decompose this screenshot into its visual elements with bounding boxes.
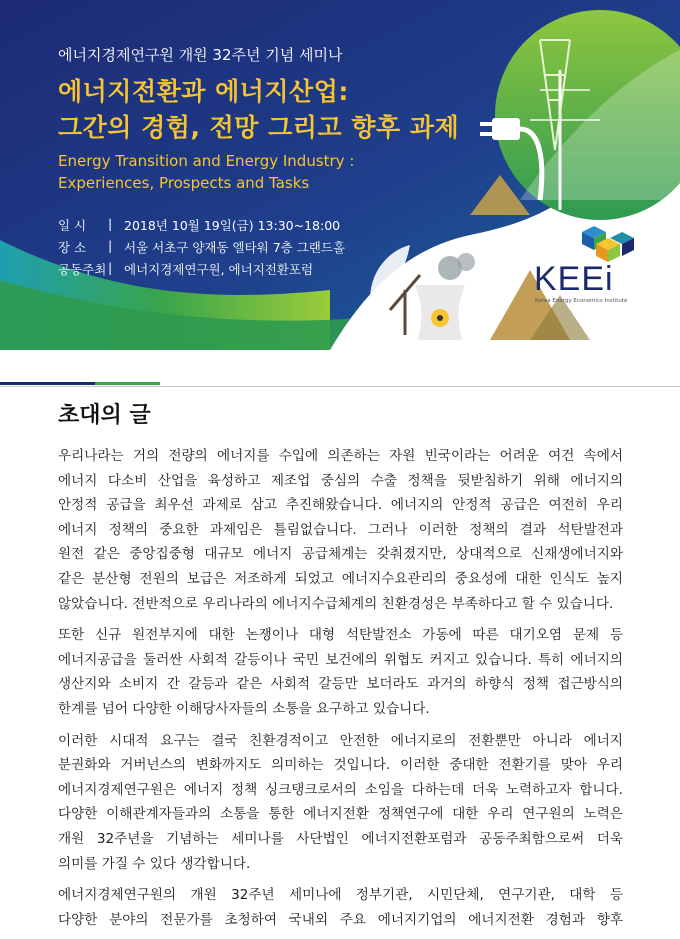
english-title-line1: Energy Transition and Energy Industry :	[58, 152, 355, 170]
text-line: 다양한 분야의 전문가를 초청하여 국내외 주요 에너지기업의 에너지전환 경험과 향후	[58, 911, 623, 928]
text-line: 우리나라는 거의 전량의 에너지를 수입에 의존하는 자원 빈국이라는 어려운 여건 속에서	[58, 448, 623, 464]
seminar-subtitle: 에너지경제연구원 개원 32주년 기념 세미나	[58, 46, 343, 64]
text-line: 안정적 공급을 최우선 과제로 삼고 추진해왔습니다. 에너지의 안정적 공급은 여전히 우리	[58, 497, 623, 514]
info-separator: |	[108, 216, 113, 231]
info-row-datetime	[58, 216, 340, 234]
keei-logo-subtext: Korea Energy Economics Institute	[535, 298, 628, 304]
text-line: 같은 분산형 전원의 보급은 저조하게 되었고 에너지수요관리의 중요성에 대한 인식도 높지	[58, 570, 623, 587]
seminar-title-line1: 에너지전환과 에너지산업:	[58, 77, 349, 106]
info-row-venue	[58, 238, 345, 256]
paragraph	[58, 729, 623, 877]
text-line: 에너지경제연구원의 개원 32주년 세미나에 정부기관, 시민단체, 연구기관, 대학 등	[58, 887, 623, 904]
text-line: 않았습니다. 전반적으로 우리나라의 에너지수급체계의 친환경성은 부족하다고 할 수 있습니다.	[58, 595, 614, 612]
keei-logo-text: KEEi	[534, 260, 614, 298]
info-label: 공동주최	[58, 262, 107, 277]
info-separator: |	[108, 238, 113, 253]
text-line: 에너지경제연구원은 에너지 정책 싱크탱크로서의 소임을 다하는데 더욱 노력하고자 합니다.	[58, 781, 623, 798]
text-line: 에너지공급을 둘러싼 사회적 갈등이나 국민 보건에의 위협도 커지고 있습니다. 특히 에너지의	[58, 651, 623, 668]
info-value: 서울 서초구 양재동 엘타워 7층 그랜드홀	[124, 240, 346, 255]
invitation-letter-body	[58, 444, 623, 939]
section-heading: 초대의 글	[58, 403, 151, 428]
text-line: 다양한 이해관계자들과의 소통을 통한 에너지전환 정책연구에 대한 우리 연구원의 노력은	[58, 806, 623, 823]
paragraph	[58, 444, 623, 616]
keei-logo	[522, 222, 652, 312]
seminar-title-line2: 그간의 경험, 전망 그리고 향후 과제	[58, 113, 460, 142]
info-separator: |	[108, 260, 113, 275]
text-line: 의미를 가질 수 있다 생각합니다.	[58, 855, 251, 872]
text-line: 한계를 넘어 다양한 이해당사자들의 소통을 요구하고 있습니다.	[58, 700, 430, 717]
section-divider	[0, 382, 680, 388]
text-line: 이러한 시대적 요구는 결국 친환경적이고 안전한 에너지로의 전환뿐만 아니라 에너지	[58, 732, 623, 749]
english-title-line2: Experiences, Prospects and Tasks	[58, 174, 310, 192]
text-line: 또한 신규 원전부지에 대한 논쟁이나 대형 석탄발전소 가동에 따른 대기오염 문제 등	[58, 627, 623, 644]
info-value: 에너지경제연구원, 에너지전환포럼	[124, 262, 314, 277]
text-line: 생산지와 소비지 간 갈등과 같은 사회적 갈등만 보더라도 과거의 하향식 정책 접근방식의	[58, 676, 623, 693]
info-label: 일 시	[58, 218, 87, 233]
info-value: 2018년 10월 19일(금) 13:30~18:00	[124, 218, 341, 233]
text-line: 에너지 다소비 산업을 육성하고 제조업 중심의 수출 정책을 뒷받침하기 위해 에너지의	[58, 472, 623, 489]
paragraph	[58, 623, 623, 721]
info-label: 장 소	[58, 240, 87, 255]
text-line: 분권화와 거버넌스의 변화까지도 의미하는 것입니다. 이러한 중대한 전환기를 맞아 우리	[58, 757, 623, 774]
text-line: 원전 같은 중앙집중형 대규모 에너지 공급체계는 갖춰졌지만, 상대적으로 신재생에너지와	[58, 546, 623, 563]
text-line: 에너지 정책의 중요한 과제임은 틀림없습니다. 그러나 이러한 정책의 결과 석탄발전과	[58, 521, 623, 538]
event-banner	[0, 0, 680, 350]
text-line: 개원 32주년을 기념하는 세미나를 사단법인 에너지전환포럼과 공동주최함으로써 더욱	[58, 830, 623, 847]
info-row-hosts	[58, 260, 313, 278]
paragraph	[58, 883, 623, 932]
